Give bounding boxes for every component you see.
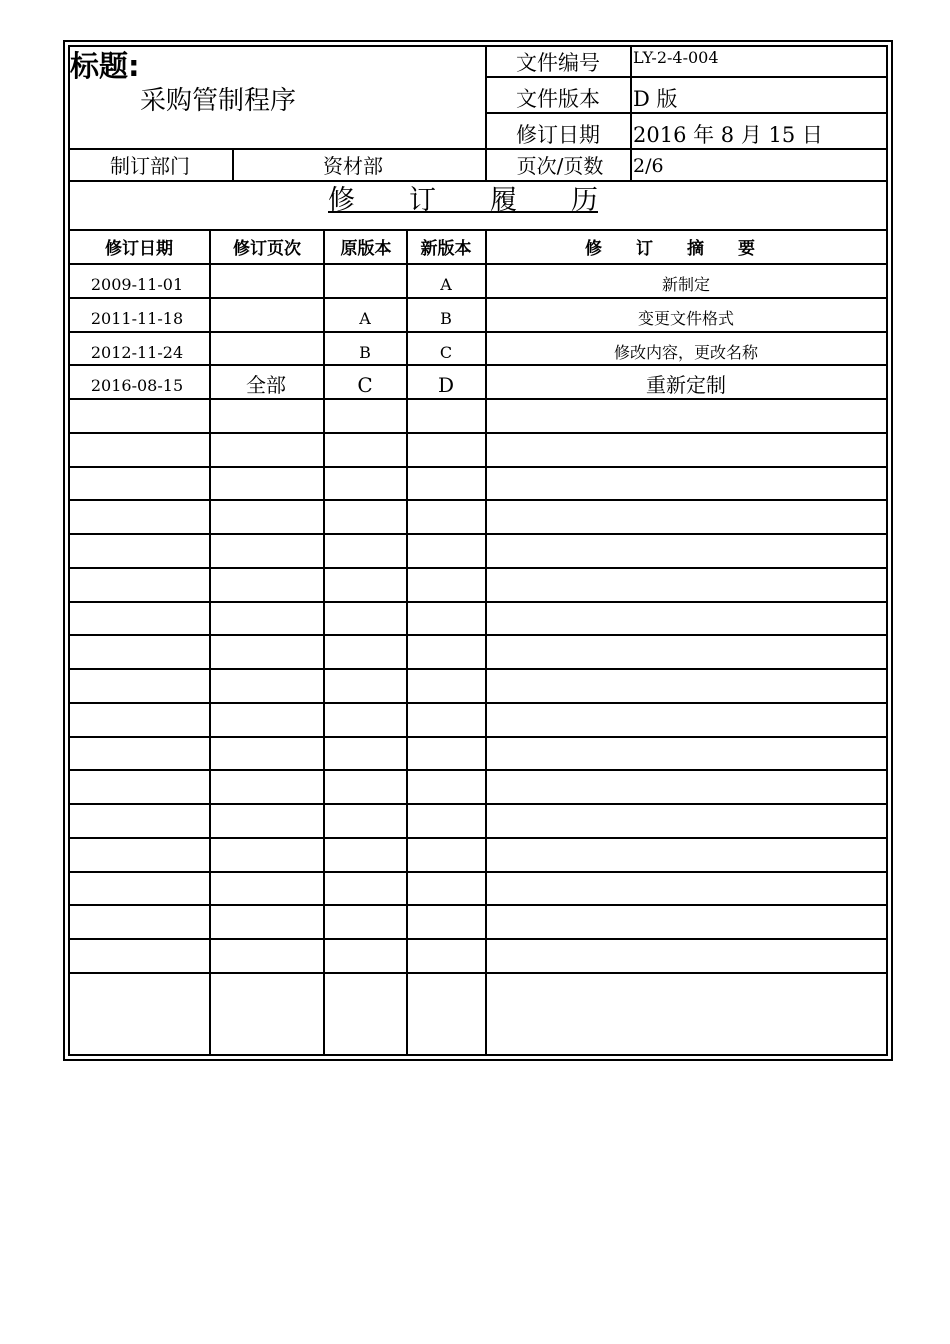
grid-line: [68, 229, 888, 231]
grid-line: [232, 148, 234, 180]
table-row-line: [68, 803, 888, 805]
table-cell-old-version: B: [359, 343, 371, 362]
table-cell-pages: 全部: [246, 373, 286, 397]
table-cell-summary: 新制定: [661, 275, 711, 294]
section-title: 修 订 履 历: [328, 185, 598, 216]
doc-number-label: 文件编号: [516, 51, 600, 75]
table-row-line: [68, 398, 888, 400]
table-row-line: [68, 533, 888, 535]
grid-line: [485, 112, 888, 114]
table-row-line: [68, 871, 888, 873]
col-header-summary: 修 订 摘 要: [585, 239, 755, 259]
table-row-line: [68, 837, 888, 839]
table-row-line: [68, 668, 888, 670]
table-row-line: [68, 769, 888, 771]
grid-line: [485, 76, 888, 78]
table-cell-date: 2012-11-24: [90, 343, 184, 362]
table-cell-summary: 变更文件格式: [637, 309, 735, 328]
document-title: 采购管制程序: [140, 86, 297, 116]
table-cell-old-version: C: [357, 373, 373, 397]
col-header-pages: 修订页次: [233, 239, 301, 259]
table-row-line: [68, 634, 888, 636]
table-cell-date: 2011-11-18: [90, 309, 184, 328]
table-column-line: [406, 229, 408, 1055]
table-cell-new-version: C: [439, 343, 453, 362]
table-cell-date: 2016-08-15: [90, 376, 184, 395]
table-cell-new-version: A: [440, 275, 452, 294]
col-header-old-version: 原版本: [340, 239, 392, 259]
title-label: 标题:: [70, 49, 140, 83]
table-row-line: [68, 904, 888, 906]
col-header-date: 修订日期: [105, 239, 173, 259]
department-label: 制订部门: [110, 154, 190, 178]
table-cell-summary: 修改内容，更改名称: [613, 343, 759, 362]
grid-line: [68, 148, 888, 150]
table-column-line: [323, 229, 325, 1055]
table-cell-new-version: D: [437, 373, 455, 397]
table-row-line: [68, 466, 888, 468]
col-header-new-version: 新版本: [420, 239, 472, 259]
table-row-line: [68, 499, 888, 501]
table-column-line: [209, 229, 211, 1055]
grid-line: [630, 45, 632, 180]
table-cell-old-version: A: [359, 309, 371, 328]
table-row-line: [68, 364, 888, 366]
table-row-line: [68, 297, 888, 299]
revision-date-label: 修订日期: [516, 123, 600, 147]
table-row-line: [68, 972, 888, 974]
table-row-line: [68, 702, 888, 704]
doc-number-value: LY-2-4-004: [633, 48, 719, 67]
table-cell-date: 2009-11-01: [90, 275, 184, 294]
table-row-line: [68, 938, 888, 940]
table-cell-new-version: B: [440, 309, 452, 328]
table-row-line: [68, 263, 888, 265]
table-row-line: [68, 736, 888, 738]
table-row-line: [68, 331, 888, 333]
table-column-line: [485, 229, 487, 1055]
grid-line: [485, 45, 487, 180]
revision-date-value: 2016 年 8 月 15 日: [633, 123, 823, 147]
doc-version-label: 文件版本: [516, 87, 600, 111]
department-value: 资材部: [323, 154, 383, 178]
grid-line: [68, 180, 888, 182]
table-row-line: [68, 567, 888, 569]
page-count-value: 2/6: [633, 155, 664, 177]
table-row-line: [68, 601, 888, 603]
doc-version-value: D 版: [633, 87, 678, 111]
page-count-label: 页次/页数: [516, 154, 604, 178]
table-cell-summary: 重新定制: [646, 373, 726, 397]
table-row-line: [68, 432, 888, 434]
